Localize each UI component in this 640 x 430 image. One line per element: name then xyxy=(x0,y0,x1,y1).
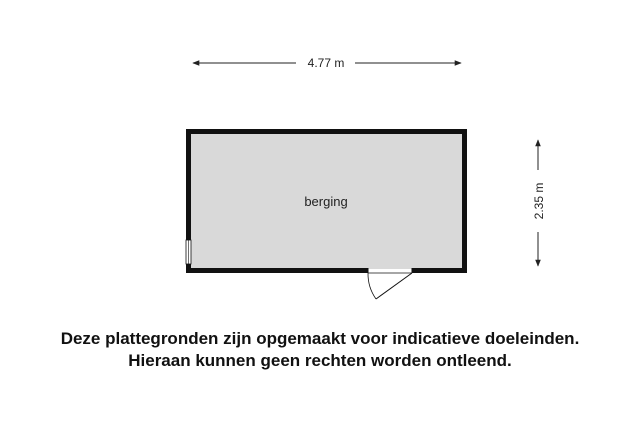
height-dimension-label: 2.35 m xyxy=(532,182,546,220)
door xyxy=(368,268,412,299)
width-dimension xyxy=(193,56,461,70)
disclaimer-line-2: Hieraan kunnen geen rechten worden ontleend. xyxy=(128,351,512,370)
door-leaf xyxy=(376,273,412,299)
room-label: berging xyxy=(304,194,348,209)
wall-right xyxy=(462,129,467,273)
wall-left-upper xyxy=(186,129,191,240)
door-swing-arc xyxy=(368,273,376,299)
wall-bottom-left xyxy=(186,268,368,273)
wall-bottom-right xyxy=(412,268,467,273)
width-dimension-label: 4.77 m xyxy=(307,56,345,70)
wall-top xyxy=(186,129,467,134)
height-dimension xyxy=(532,140,546,266)
room-berging xyxy=(186,129,467,299)
disclaimer-line-1: Deze plattegronden zijn opgemaakt voor indicatieve doeleinden. xyxy=(60,329,580,348)
